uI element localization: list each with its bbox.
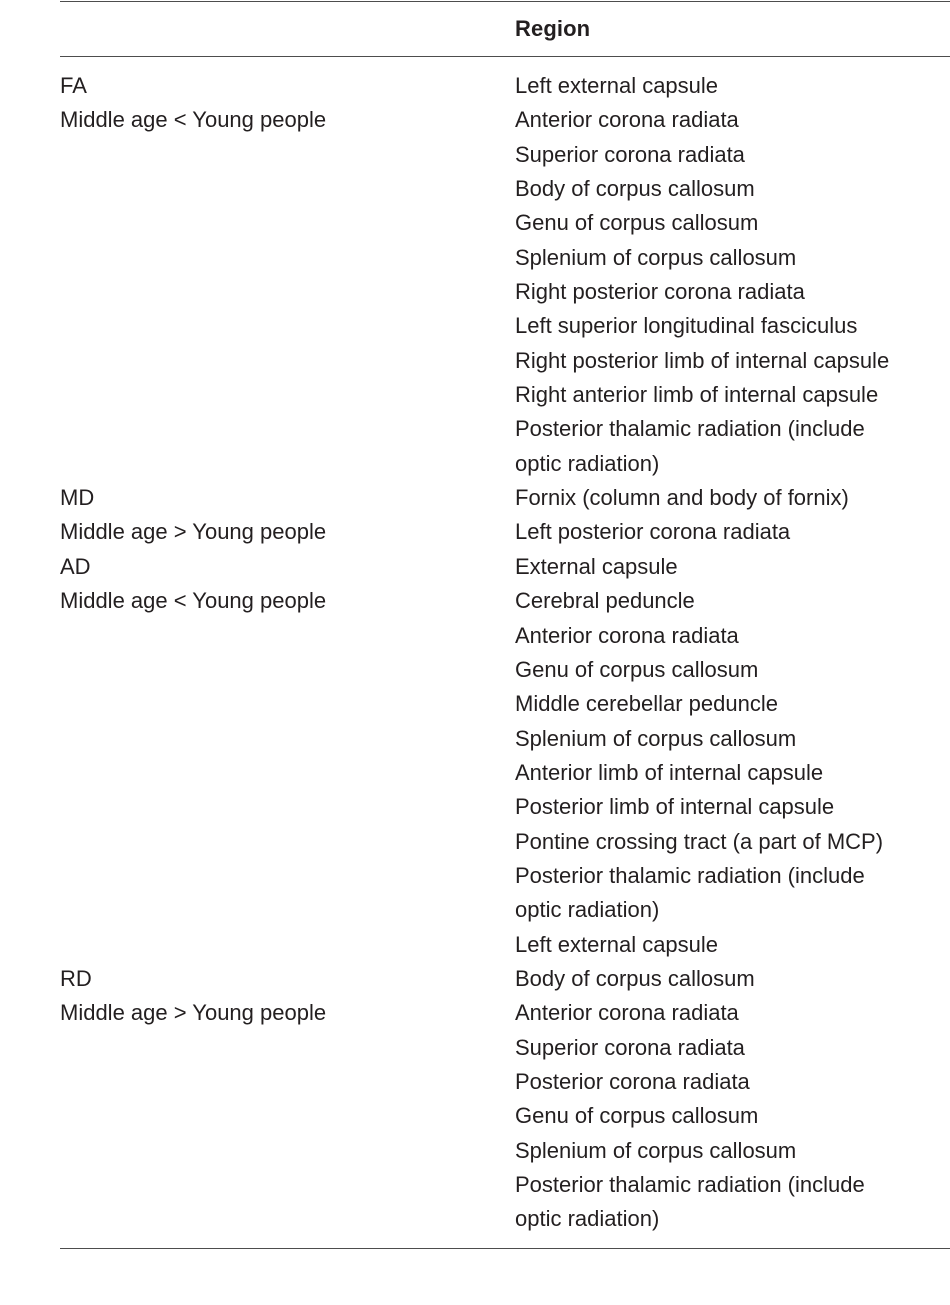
- region-line: Posterior thalamic radiation (include: [515, 1172, 865, 1197]
- metric-comparison-line: [60, 412, 490, 446]
- metric-comparison-line: RD: [60, 965, 92, 991]
- metric-comparison-line: [60, 1099, 490, 1133]
- region-line: Pontine crossing tract (a part of MCP): [515, 828, 884, 854]
- region-line: optic radiation): [515, 897, 660, 923]
- metric-comparison-line: MD: [60, 485, 95, 511]
- table-top-rule: [60, 1, 950, 2]
- metric-comparison-line: [60, 378, 490, 412]
- metric-comparison-line: Middle age > Young people: [60, 1000, 327, 1026]
- region-line: optic radiation): [515, 450, 660, 476]
- metric-comparison-line: [60, 928, 490, 962]
- metric-comparison-line: Middle age < Young people: [60, 107, 327, 133]
- region-line: Anterior corona radiata: [515, 107, 739, 133]
- metric-comparison-line: [60, 138, 490, 172]
- metric-comparison-line: [60, 653, 490, 687]
- metric-comparison-line: [60, 722, 490, 756]
- metric-comparison-line: Middle age < Young people: [60, 588, 327, 614]
- region-line: Body of corpus callosum: [515, 965, 755, 991]
- metric-comparison-line: [60, 344, 490, 378]
- region-line: Right posterior corona radiata: [515, 279, 805, 305]
- metric-comparison-line: FA: [60, 73, 87, 98]
- metric-comparison-line: [60, 1271, 490, 1305]
- region-line: Genu of corpus callosum: [515, 210, 759, 236]
- metric-comparison-line: [60, 172, 490, 206]
- metric-comparison-line: [60, 619, 490, 653]
- metric-comparison-column: [60, 69, 490, 1305]
- metric-comparison-line: [60, 687, 490, 721]
- metric-comparison-line: [60, 309, 490, 343]
- metric-comparison-line: [60, 1031, 490, 1065]
- region-line: Posterior limb of internal capsule: [515, 794, 835, 820]
- region-line: Right anterior limb of internal capsule: [515, 382, 879, 408]
- metric-comparison-line: [60, 241, 490, 275]
- metric-comparison-line: [60, 893, 490, 927]
- metric-comparison-line: [60, 1202, 490, 1236]
- metric-comparison-line: [60, 275, 490, 309]
- region-line: Genu of corpus callosum: [515, 656, 759, 682]
- metric-comparison-line: [60, 859, 490, 893]
- region-line: Superior corona radiata: [515, 141, 745, 167]
- region-line: Splenium of corpus callosum: [515, 244, 797, 270]
- region-line: Left posterior corona radiata: [515, 519, 791, 545]
- region-line: Middle cerebellar peduncle: [515, 691, 778, 717]
- region-line: optic radiation): [515, 1206, 660, 1232]
- region-line: Left superior longitudinal fasciculus: [515, 313, 858, 339]
- metric-comparison-line: [60, 1237, 490, 1271]
- region-line: Splenium of corpus callosum: [515, 1137, 797, 1163]
- metric-comparison-line: [60, 1065, 490, 1099]
- metric-comparison-line: [60, 206, 490, 240]
- table-bottom-rule: [60, 1248, 950, 1249]
- region-line: Posterior corona radiata: [515, 1068, 750, 1094]
- table-header-rule: [60, 56, 950, 57]
- metric-comparison-line: [60, 790, 490, 824]
- region-line: Anterior limb of internal capsule: [515, 759, 824, 785]
- region-line: Left external capsule: [515, 73, 719, 98]
- region-line: External capsule: [515, 553, 678, 579]
- metric-comparison-line: [60, 1134, 490, 1168]
- metric-comparison-line: [60, 756, 490, 790]
- region-line: Right posterior limb of internal capsule: [515, 347, 890, 373]
- metric-comparison-line: AD: [60, 553, 91, 579]
- region-column: [515, 69, 947, 1237]
- region-line: Genu of corpus callosum: [515, 1103, 759, 1129]
- region-line: Anterior corona radiata: [515, 622, 739, 648]
- region-line: Body of corpus callosum: [515, 176, 755, 202]
- metric-comparison-line: [60, 825, 490, 859]
- region-line: Splenium of corpus callosum: [515, 725, 797, 751]
- metric-comparison-line: Middle age > Young people: [60, 519, 327, 545]
- region-line: Left external capsule: [515, 931, 719, 957]
- region-column-header: Region: [515, 16, 591, 41]
- metric-comparison-line: [60, 1168, 490, 1202]
- region-line: Fornix (column and body of fornix): [515, 485, 849, 511]
- region-line: Cerebral peduncle: [515, 588, 695, 614]
- region-line: Posterior thalamic radiation (include: [515, 416, 865, 442]
- region-line: Anterior corona radiata: [515, 1000, 739, 1026]
- region-line: Posterior thalamic radiation (include: [515, 862, 865, 888]
- metric-comparison-line: [60, 447, 490, 481]
- region-line: Superior corona radiata: [515, 1034, 745, 1060]
